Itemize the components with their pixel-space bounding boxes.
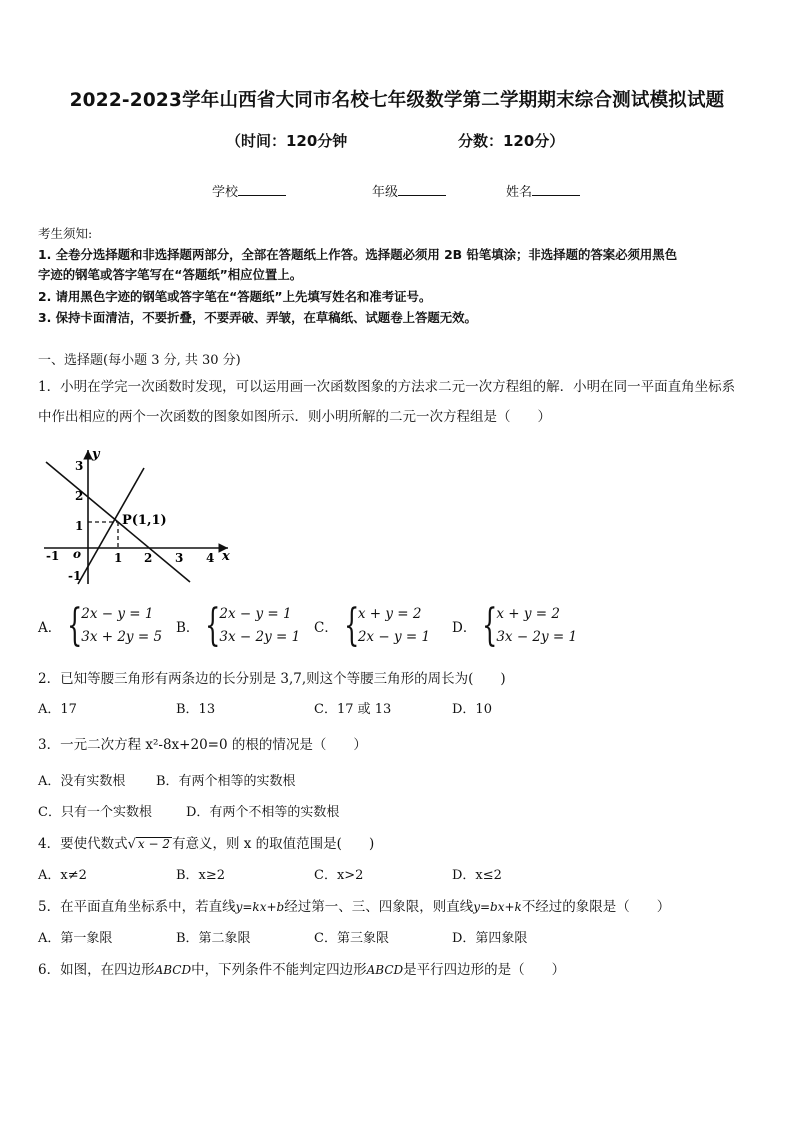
y-tick-label: 1 xyxy=(75,519,84,533)
q5-expression-1: y=kx+b xyxy=(235,900,285,914)
equation: 3x − 2y = 1 xyxy=(219,629,301,645)
y-tick-label: 2 xyxy=(75,489,84,503)
name-blank xyxy=(532,183,580,196)
school-label: 学校 xyxy=(212,185,239,200)
q6-text-c: 是平行四边形的是（ ） xyxy=(403,962,566,978)
q4-option-a[interactable]: A．x≠2 xyxy=(38,868,87,883)
grade-blank xyxy=(398,183,446,196)
x-tick-label: 3 xyxy=(175,551,184,565)
q5-text xyxy=(38,895,670,915)
x-tick-label: -1 xyxy=(46,549,60,563)
q3-option-a[interactable]: A．没有实数根 xyxy=(38,774,126,789)
equation: 2x − y = 1 xyxy=(357,629,431,645)
grade-field xyxy=(372,181,446,200)
brace-icon: { xyxy=(67,600,83,651)
option-letter: D． xyxy=(452,620,477,636)
school-field xyxy=(212,181,286,200)
equation: x + y = 2 xyxy=(496,606,560,622)
origin-label: o xyxy=(73,547,82,561)
q2-option-a[interactable]: A．17 xyxy=(38,702,77,717)
q5-option-a[interactable]: A．第一象限 xyxy=(38,931,113,946)
equation-system xyxy=(81,603,162,649)
q1-option-b[interactable] xyxy=(176,600,301,651)
y-tick-label: -1 xyxy=(68,569,82,583)
q2-option-c[interactable]: C．17 或 13 xyxy=(314,702,392,717)
q4-option-b[interactable]: B．x≥2 xyxy=(176,868,226,883)
x-axis-label: x xyxy=(222,549,230,564)
q6-text-b: 中，下列条件不能判定四边形 xyxy=(191,962,367,978)
q4-text-before: 4．要使代数式 xyxy=(38,836,128,852)
q1-line-2: 中作出相应的两个一次函数的图象如图所示．则小明所解的二元一次方程组是（ ） xyxy=(38,409,551,425)
notes-line-1b: 字迹的钢笔或答字笔写在“答题纸”相应位置上。 xyxy=(38,267,303,282)
sqrt-icon: √ xyxy=(127,837,136,852)
q2-option-d[interactable]: D．10 xyxy=(452,702,492,717)
q4-option-d[interactable]: D．x≤2 xyxy=(452,868,502,883)
x-tick-label: 2 xyxy=(144,551,153,565)
option-letter: A． xyxy=(38,620,62,636)
equation: x + y = 2 xyxy=(357,606,422,622)
q3-option-b[interactable]: B．有两个相等的实数根 xyxy=(156,774,296,789)
q1-graph xyxy=(40,442,240,592)
q6-text xyxy=(38,958,565,978)
y-axis-label: y xyxy=(92,447,100,462)
q2-option-b[interactable]: B．13 xyxy=(176,702,216,717)
notes-line-3: 3. 保持卡面清洁，不要折叠，不要弄破、弄皱，在草稿纸、试题卷上答题无效。 xyxy=(38,310,477,325)
name-label: 姓名 xyxy=(506,185,533,200)
q1-option-c[interactable] xyxy=(314,600,431,651)
q2-text: 2．已知等腰三角形有两条边的长分别是 3,7,则这个等腰三角形的周长为( ) xyxy=(38,671,506,687)
brace-icon: { xyxy=(482,600,498,651)
q4-text-after: 有意义，则 x 的取值范围是( ) xyxy=(171,836,375,852)
option-letter: C． xyxy=(314,620,338,636)
equation-system xyxy=(358,603,430,649)
x-tick-label: 1 xyxy=(114,551,123,565)
time-label: （时间：120分钟 xyxy=(226,132,348,150)
q5-option-c[interactable]: C．第三象限 xyxy=(314,931,389,946)
q3-option-c[interactable]: C．只有一个实数根 xyxy=(38,805,152,820)
notes-line-2: 2. 请用黑色字迹的钢笔或答字笔在“答题纸”上先填写姓名和准考证号。 xyxy=(38,289,432,304)
grade-label: 年级 xyxy=(372,185,399,200)
q5-option-d[interactable]: D．第四象限 xyxy=(452,931,528,946)
notes-line-1: 1. 全卷分选择题和非选择题两部分，全部在答题纸上作答。选择题必须用 2B 铅笔填涂；非选择题的答案必须用黑色 xyxy=(38,247,678,262)
q5-text-a: 5．在平面直角坐标系中，若直线 xyxy=(38,899,236,915)
q3-option-d[interactable]: D．有两个不相等的实数根 xyxy=(186,805,340,820)
x-tick-label: 4 xyxy=(206,551,215,565)
q4-option-c[interactable]: C．x>2 xyxy=(314,868,364,883)
score-label: 分数：120分） xyxy=(458,132,565,150)
q4-radicand: x − 2 xyxy=(137,837,170,851)
q6-shape-name: ABCD xyxy=(154,963,192,977)
equation: 2x − y = 1 xyxy=(81,606,154,622)
section-heading: 一、选择题(每小题 3 分, 共 30 分) xyxy=(38,353,241,368)
equation: 2x − y = 1 xyxy=(219,606,292,622)
point-p-label: P(1,1) xyxy=(122,513,167,528)
brace-icon: { xyxy=(205,600,221,651)
q1-option-a[interactable] xyxy=(38,600,163,651)
q5-option-b[interactable]: B．第二象限 xyxy=(176,931,251,946)
q6-text-a: 6．如图，在四边形 xyxy=(38,962,155,978)
name-field xyxy=(506,181,580,200)
q4-text xyxy=(38,832,374,852)
q1-option-d[interactable] xyxy=(452,600,578,651)
notes-heading: 考生须知: xyxy=(38,226,93,241)
equation: 3x − 2y = 1 xyxy=(496,629,578,645)
option-letter: B． xyxy=(176,620,200,636)
brace-icon: { xyxy=(343,600,360,651)
equation: 3x + 2y = 5 xyxy=(81,629,163,645)
q5-expression-2: y=bx+k xyxy=(473,900,522,914)
y-tick-label: 3 xyxy=(75,459,84,473)
q3-text: 3．一元二次方程 x²-8x+20=0 的根的情况是（ ） xyxy=(38,737,367,753)
q5-text-c: 不经过的象限是（ ） xyxy=(521,899,671,915)
q6-shape-name: ABCD xyxy=(366,963,404,977)
school-blank xyxy=(238,183,286,196)
q1-line-1: 1．小明在学完一次函数时发现，可以运用画一次函数图象的方法求二元一次方程组的解．小明在同一平面直角坐标系 xyxy=(38,379,736,395)
exam-title: 2022-2023学年山西省大同市名校七年级数学第二学期期末综合测试模拟试题 xyxy=(69,90,725,111)
q5-text-b: 经过第一、三、四象限，则直线 xyxy=(284,899,474,915)
equation-system xyxy=(496,603,577,649)
equation-system xyxy=(219,603,300,649)
